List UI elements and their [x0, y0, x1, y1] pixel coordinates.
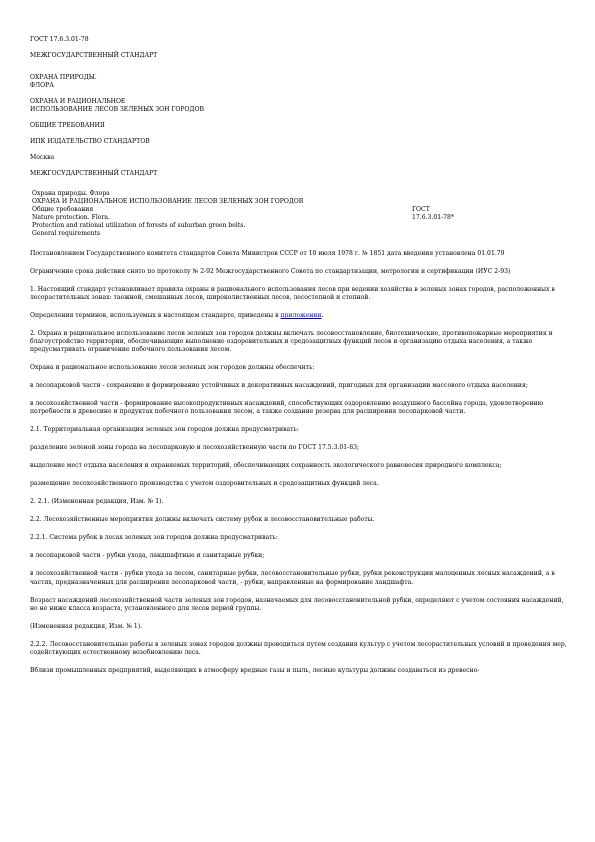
appendix-link[interactable]: приложении [280, 311, 322, 319]
title-cell-3: Общие требования [32, 206, 94, 214]
para-10: разделение зеленой зоны города на лесопарковую и лесохозяйственную части по ГОСТ 17.5.3.01-83; [30, 444, 360, 452]
para-4 [30, 312, 568, 320]
para-7: в лесопарковой части - сохранение и формирование устойчивых и декоративных насаждений, пригодных для организации массового отдыха населения; [30, 382, 528, 390]
para-15: 2.2.1. Система рубок в лесах зеленых зон городов должна предусматривать: [30, 534, 278, 542]
para-19: (Измененная редакция, Изм. № 1). [30, 622, 143, 630]
gost-label: ГОСТ [412, 206, 430, 214]
para-18: Возраст насаждений лесохозяйственной части зеленых зон городов, назначаемых для лесовосстановительной рубки, определяют с учетом состояния насаждений, но не ниже класса возраста, установленного для лесов первой группы. [30, 596, 564, 612]
title-line2: ФЛОРА [30, 82, 54, 90]
para-3: 1. Настоящий стандарт устанавливает правила охраны и рационального использования лесов при ведении хозяйства в зеленых зонах городов, расположенных в лесорастительных зонах: таежной, смешанных лесов, широколиственных лесов, лесостепной и степной. [30, 285, 555, 301]
para-12: размещение лесохозяйственного производства с учетом оздоровительных и средозащитных функций леса. [30, 480, 379, 488]
gost-number: 17.6.3.01-78* [412, 214, 454, 222]
para-14: 2.2. Лесохозяйственные мероприятия должны включать систему рубок и лесовосстановительные работы. [30, 516, 375, 524]
subtitle-line1: ОХРАНА И РАЦИОНАЛЬНОЕ [30, 98, 126, 106]
doc-code: ГОСТ 17.6.3.01-78 [30, 36, 89, 43]
title-cell-6: General requirements [32, 229, 101, 237]
para-8: в лесохозяйственной части - формирование высокопродуктивных насаждений, способствующих оздоровлению воздушного бассейна города, удовлетворению потребности в древесине и продуктах побочного пользования лесом, а также создание резерва для расширения лесопарковой части. [30, 400, 544, 416]
para-9: 2.1. Территориальная организация зеленых зон городов должна предусматривать: [30, 426, 299, 434]
subtitle-line2: ИСПОЛЬЗОВАНИЕ ЛЕСОВ ЗЕЛЕНЫХ ЗОН ГОРОДОВ [30, 106, 204, 114]
para-4-text: Определения терминов, используемых в настоящем стандарте, приведены в [30, 311, 281, 319]
document-page [30, 36, 568, 675]
std-type-2: МЕЖГОСУДАРСТВЕННЫЙ СТАНДАРТ [30, 170, 158, 178]
title-table [32, 190, 552, 238]
para-4-end: . [321, 311, 324, 319]
para-1: Постановлением Государственного комитета стандартов Совета Министров СССР от 10 июля 1978 г. № 1851 дата введения установлена 01.01.79 [30, 249, 505, 257]
para-16: в лесопарковой части - рубки ухода, ландшафтные и санитарные рубки; [30, 552, 265, 560]
para-6: Охрана и рациональное использование лесов зеленых зон городов должны обеспечить: [30, 364, 315, 372]
publisher: ИПК ИЗДАТЕЛЬСТВО СТАНДАРТОВ [30, 138, 150, 146]
city: Москва [30, 154, 55, 162]
para-21: Вблизи промышленных предприятий, выделяющих в атмосферу вредные газы и пыль, лесные культуры должны создаваться из древесно- [30, 666, 480, 674]
para-13: 2. 2.1. (Измененная редакция, Изм. № 1). [30, 498, 164, 506]
para-2: Ограничение срока действия снято по протоколу № 2-92 Межгосударственного Совета по стандартизации, метрологии и сертификации (ИУС 2-93) [30, 267, 511, 275]
title-line1: ОХРАНА ПРИРОДЫ. [30, 74, 97, 82]
para-11: выделение мест отдыха населения и охраняемых территорий, обеспечивающих сохранность экологического равновесия природного комплекса; [30, 462, 502, 470]
title-cell-2: ОХРАНА И РАЦИОНАЛЬНОЕ ИСПОЛЬЗОВАНИЕ ЛЕСОВ ЗЕЛЕНЫХ ЗОН ГОРОДОВ [32, 198, 304, 206]
general-requirements: ОБЩИЕ ТРЕБОВАНИЯ [30, 122, 105, 130]
title-cell-1: Охрана природы. Флора [32, 190, 110, 198]
title-cell-5: Protection and rational utilization of forests of suburban green belts. [32, 222, 246, 229]
para-20: 2.2.2. Лесовосстановительные работы в зеленых зонах городов должны проводиться путем создания культур с учетом лесорастительных условий и проведения мер, содействующих естественному возобновлению леса. [30, 640, 567, 656]
std-type: МЕЖГОСУДАРСТВЕННЫЙ СТАНДАРТ [30, 52, 158, 60]
title-ru [32, 190, 412, 206]
title-cell-4: Nature protection. Flora. [32, 214, 110, 222]
para-5: 2. Охрана и рациональное использование лесов зеленых зон городов должны включать лесовосстановление, биотехнические, противопожарные мероприятия и благоустройство территории, обеспечивающие выполнение оздоровительных и средозащитных функций лесов и организацию отдыха населения, а также предусматривать ограничение побочного пользования лесом. [30, 330, 553, 354]
para-17: в лесохозяйственной части - рубки ухода за лесом, санитарные рубки, лесовосстановительные рубки, рубки реконструкции малоценных лесных насаждений, а в частях, предназначенных для расширения лесопарковой части, - рубки, направленные на формирование ландшафта. [30, 570, 555, 586]
